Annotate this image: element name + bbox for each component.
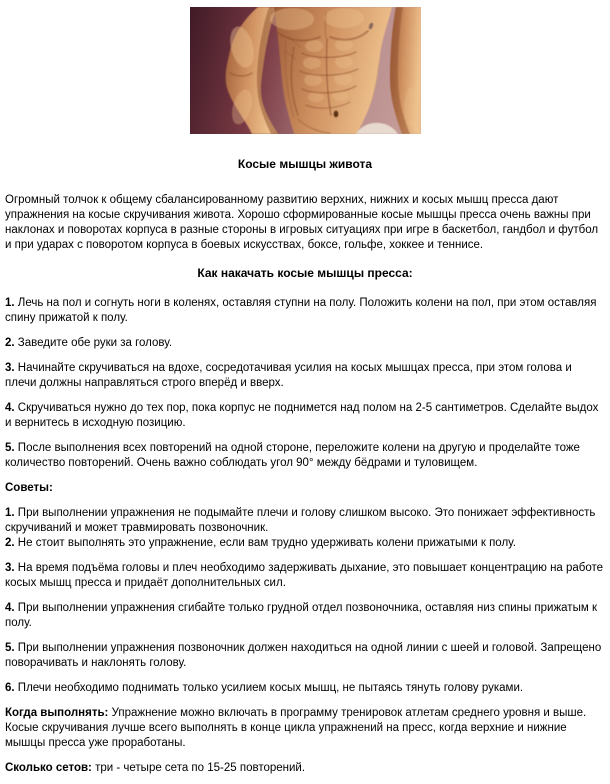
step-number: 4.: [5, 402, 15, 414]
tip-item: [5, 536, 605, 551]
page-title: Косые мышцы живота: [237, 157, 373, 171]
left-arm-highlight: [404, 87, 420, 127]
step-item: [5, 336, 605, 351]
step-text: Заведите обе руки за голову.: [17, 337, 173, 349]
navel: [333, 111, 338, 118]
tip-group: [5, 506, 605, 551]
left-pec-highlight: [270, 8, 314, 30]
when-paragraph: [5, 706, 605, 751]
step-number: 5.: [5, 442, 15, 454]
step-text: Лечь на пол и согнуть ноги в коленях, оставляя ступни на полу. Положить колени на пол, при этом оставляя спину прижатой к полу.: [5, 297, 597, 324]
tip-item: [5, 681, 605, 696]
step-number: 1.: [5, 297, 15, 309]
step-item: [5, 361, 605, 391]
tip-item: [5, 506, 605, 536]
step-number: 3.: [5, 362, 15, 374]
step-number: 2.: [5, 337, 15, 349]
step-text: Начинайте скручиваться на вдохе, сосредотачивая усилия на косых мышцах пресса, при этом голова и плечи должны направляться строго вперёд и вверх.: [5, 362, 572, 389]
step-item: [5, 296, 605, 326]
tip-text: При выполнении упражнения не подымайте плечи и голову слишком высоко. Это понижает эффективность скручиваний и может травмировать позвоночник.: [5, 507, 596, 534]
step-item: [5, 441, 605, 471]
right-pec-highlight: [324, 8, 364, 28]
tip-number: 1.: [5, 507, 15, 519]
sets-text: три - четыре сета по 15-25 повторений.: [95, 762, 306, 774]
ab-highlight: [335, 56, 353, 68]
tip-number: 6.: [5, 682, 15, 694]
tip-number: 3.: [5, 562, 15, 574]
sets-paragraph: [5, 761, 605, 776]
sets-label: Сколько сетов:: [5, 762, 92, 774]
when-text: Упражнение можно включать в программу тренировок атлетам среднего уровня и выше. Косые скручивания лучше всего выполнять в конце цикла упражнений на пресс, когда верхние и нижние мышцы пресса уже проработаны.: [5, 707, 587, 749]
when-label: Когда выполнять:: [5, 707, 109, 719]
tip-item: [5, 641, 605, 671]
tip-text: Не стоит выполнять это упражнение, если вам трудно удерживать колени прижатыми к полу.: [17, 537, 516, 549]
tip-number: 2.: [5, 537, 15, 549]
ab-highlight: [303, 57, 321, 69]
step-item: [5, 401, 605, 431]
how-heading: Как накачать косые мышцы пресса:: [197, 266, 413, 280]
torso-photo: [190, 7, 421, 134]
tip-text: При выполнении упражнения позвоночник должен находиться на одной линии с шеей и головой. Запрещено поворачивать и наклонять голову.: [5, 642, 602, 669]
tip-text: Плечи необходимо поднимать только усилием косых мышц, не пытаясь тянуть голову руками.: [17, 682, 524, 694]
tip-text: На время подъёма головы и плеч необходимо задерживать дыхание, это повышает концентрацию на работе косых мышц пресса и придаёт дополнительных сил.: [5, 562, 604, 589]
step-text: Скручиваться нужно до тех пор, пока корпус не поднимется над полом на 2-5 сантиметров. Сделайте выдох и вернитесь в исходную позицию.: [5, 402, 599, 429]
step-text: После выполнения всех повторений на одной стороне, переложите колени на другую и проделайте тоже количество повторений. Очень важно соблюдать угол 90° между бёдрами и туловищем.: [5, 442, 580, 469]
intro-paragraph: Огромный толчок к общему сбалансированному развитию верхних, нижних и косых мышц пресса дают упражнения на косые скручивания живота. Хорошо сформированные косые мышцы пресса очень важны при наклонах и поворотах корпуса в разные стороны в игровых ситуациях при игре в баскетбол, гандбол и футбол и при ударах с поворотом корпуса в боевых искусствах, боксе, гольфе, хоккее и теннисе.: [5, 194, 599, 251]
tip-item: [5, 561, 605, 591]
tip-item: [5, 601, 605, 631]
ab-highlight: [305, 40, 323, 52]
tip-number: 4.: [5, 602, 15, 614]
tip-number: 5.: [5, 642, 15, 654]
ab-highlight: [335, 39, 353, 51]
tip-text: При выполнении упражнения сгибайте только грудной отдел позвоночника, оставляя низ спины прижатым к полу.: [5, 602, 597, 629]
tips-heading: Советы:: [5, 482, 53, 494]
